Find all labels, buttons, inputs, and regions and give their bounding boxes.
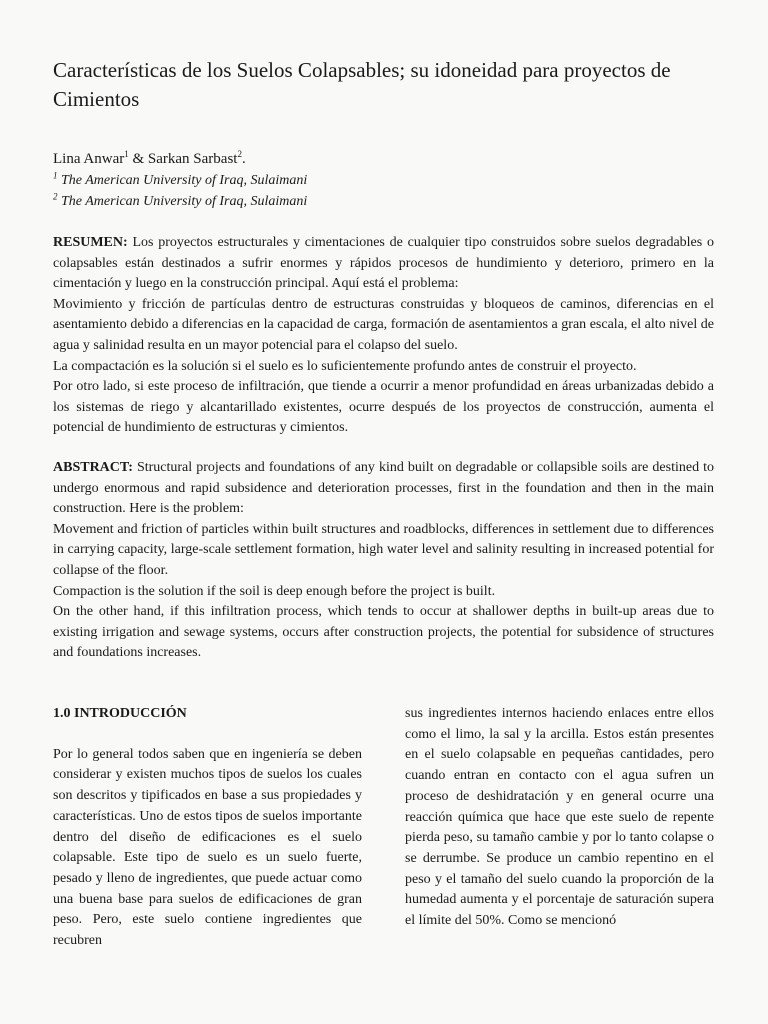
intro-paragraph: Por lo general todos saben que en ingeniería se deben considerar y existen muchos tipos de suelos los cuales son descritos y tipificados en base a sus propiedades y características. Uno de estos tipos de suelos importante dentro del diseño de edificaciones es el suelo colapsable. Este tipo de suelo es un suelo fuerte, pesado y lleno de ingredientes, que puede actuar como una buena base para suelos de edificaciones de gran peso. Pero, este suelo contiene ingredientes que recubren [53, 746, 362, 949]
affiliation-sup: 1 [53, 170, 58, 181]
abstract-section [53, 458, 714, 664]
author-line [53, 149, 713, 170]
author-joiner: & [128, 151, 148, 167]
resumen-paragraph [53, 233, 714, 295]
affiliation-text: The American University of Iraq, Sulaimani [61, 194, 308, 209]
affiliation-text: The American University of Iraq, Sulaimani [61, 173, 308, 188]
affiliation [53, 170, 713, 191]
abstract-label: ABSTRACT: [53, 460, 133, 475]
abstract-paragraph: On the other hand, if this infiltration process, which tends to occur at shallower depths in built-up areas due to existing irrigation and sewage systems, occurs after construction projects, the potential for subsidence of structures and foundations increases. [53, 604, 714, 661]
author-end: . [241, 151, 246, 167]
left-column [53, 704, 362, 952]
right-column [405, 704, 714, 932]
resumen-text: Los proyectos estructurales y cimentaciones de cualquier tipo construidos sobre suelos degradables o colapsables están destinados a sufrir enormes y rápidos procesos de hundimiento y deterioro, primero en la cimentación y luego en la construcción principal. Aquí está el problema: [53, 235, 715, 292]
affiliation-sup: 2 [53, 191, 58, 202]
resumen-label: RESUMEN: [53, 235, 128, 250]
abstract-paragraph: Compaction is the solution if the soil is deep enough before the project is built. [53, 583, 496, 599]
resumen-paragraph: Por otro lado, si este proceso de infiltración, que tiende a ocurrir a menor profundidad en áreas urbanizadas debido a los sistemas de riego y alcantarillado existentes, ocurre después de los proyectos de construcción, aumenta el potencial de hundimiento de estructuras y cimientos. [53, 379, 714, 436]
intro-paragraph-continued: sus ingredientes internos haciendo enlaces entre ellos como el limo, la sal y la arcilla. Estos están presentes en el suelo colapsable en pequeñas cantidades, pero cuando entran en contacto con el agua sufren un proceso de deshidratación y en general ocurre una reacción química que hace que este suelo de repente pierda peso, su tamaño cambie y por lo tanto colapse o se derrumbe. Se produce un cambio repentino en el peso y el tamaño del suelo cuando la proporción de la humedad aumenta y el porcentaje de saturación supera el límite del 50%. Como se mencionó [405, 706, 714, 929]
author-name: Lina Anwar [53, 151, 125, 167]
resumen-paragraph: La compactación es la solución si el suelo es lo suficientemente profundo antes de construir el proyecto. [53, 358, 637, 374]
resumen-section [53, 233, 714, 439]
abstract-paragraph: Movement and friction of particles within built structures and roadblocks, differences in settlement due to differences in carrying capacity, large-scale settlement formation, high water level and salinity resulting in increased potential for collapse of the floor. [53, 521, 714, 578]
author-block [53, 149, 713, 212]
paper-title: Características de los Suelos Colapsables; su idoneidad para proyectos de Cimientos [53, 58, 671, 111]
affiliation [53, 191, 713, 212]
author-name: Sarkan Sarbast [147, 151, 238, 167]
abstract-text: Structural projects and foundations of any kind built on degradable or collapsible soils are destined to undergo enormous and rapid subsidence and deterioration processes, first in the foundation and then in the main construction. Here is the problem: [53, 460, 715, 517]
section-heading: 1.0 INTRODUCCIÓN [53, 706, 187, 721]
abstract-paragraph [53, 458, 714, 520]
author-sup: 1 [124, 149, 129, 159]
resumen-paragraph: Movimiento y fricción de partículas dentro de estructuras construidas y bloqueos de caminos, diferencias en el asentamiento debido a diferencias en la capacidad de carga, formación de asentamientos a gran escala, el alto nivel de agua y salinidad resulta en un mayor potencial para el colapso del suelo. [53, 296, 714, 353]
author-sup: 2 [237, 149, 242, 159]
